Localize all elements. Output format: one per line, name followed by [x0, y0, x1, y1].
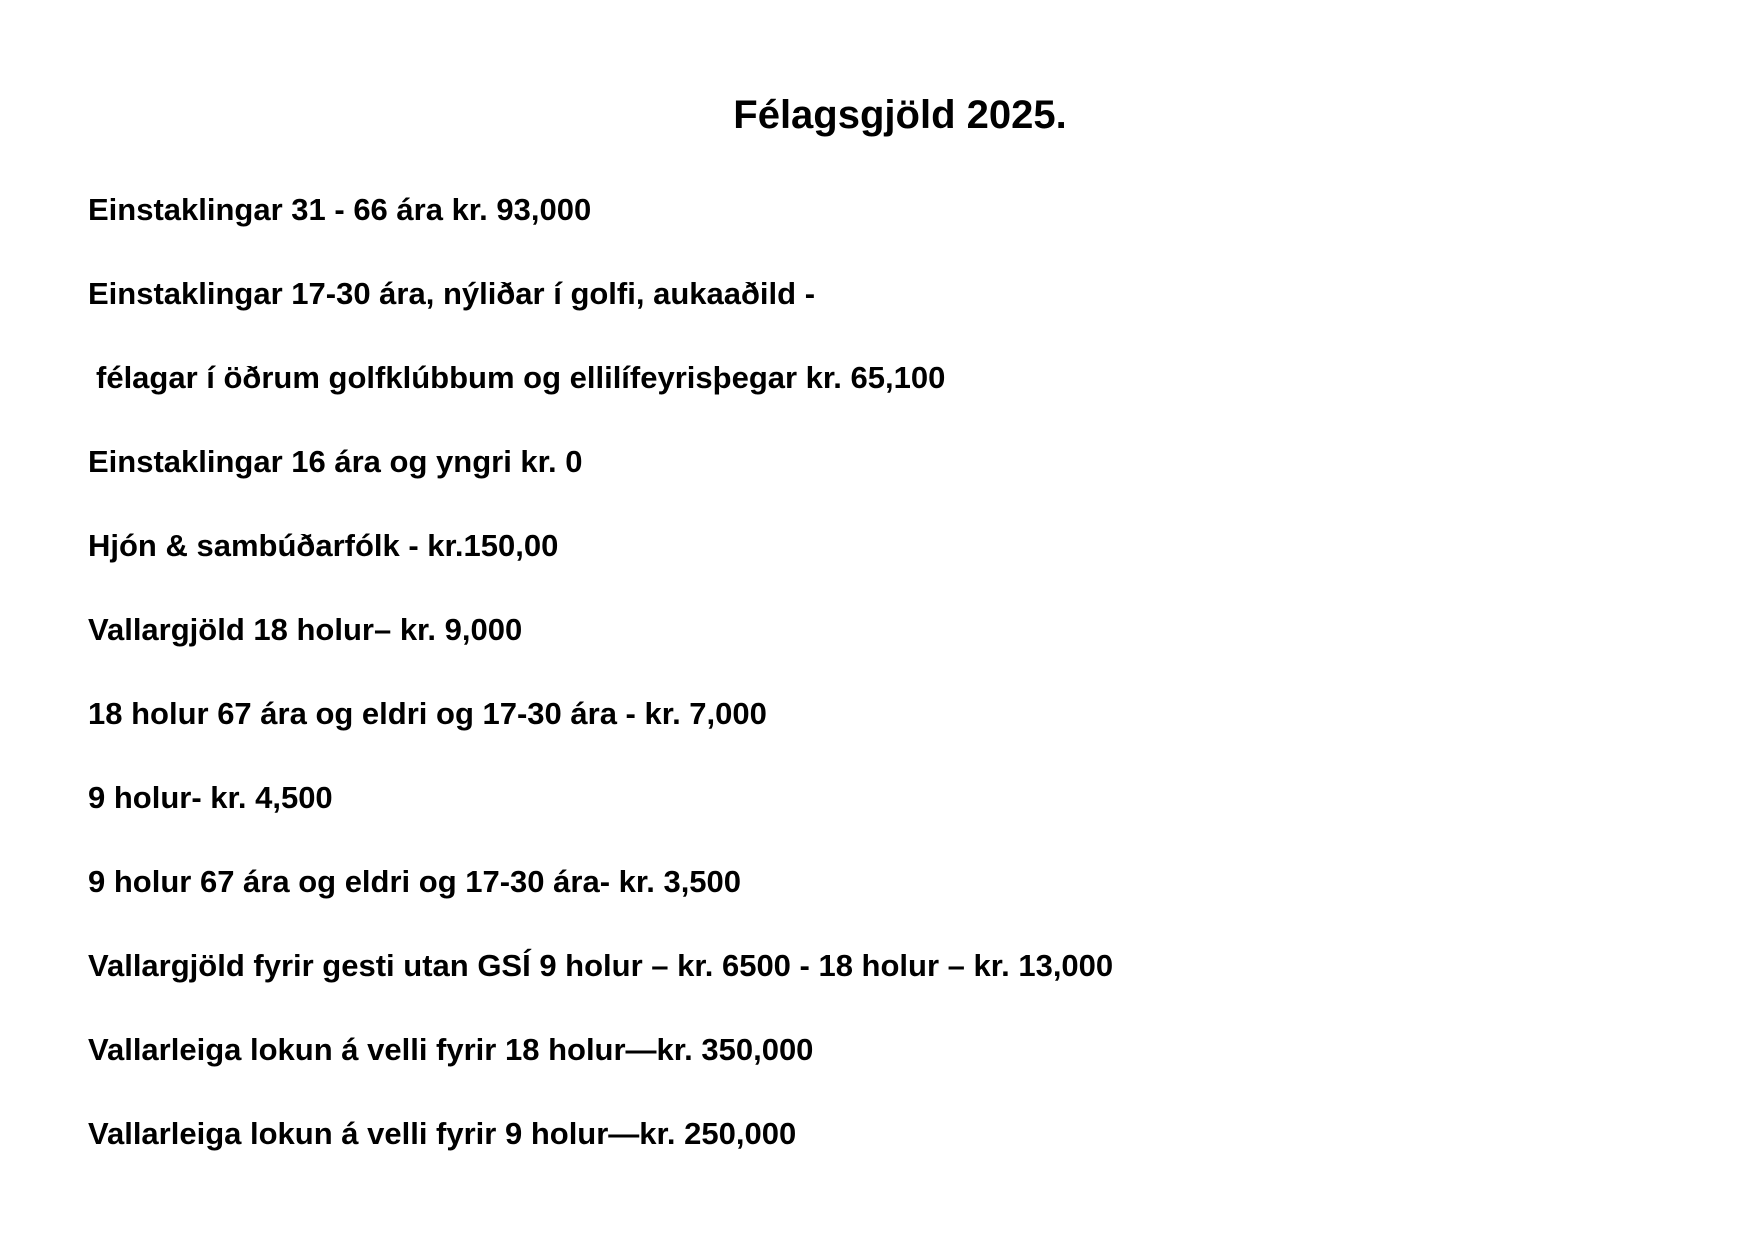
fee-line-under-16: Einstaklingar 16 ára og yngri kr. 0: [88, 444, 583, 479]
fee-line-couples: Hjón & sambúðarfólk - kr.150,00: [88, 528, 559, 563]
fee-line-course-rental-18: Vallarleiga lokun á velli fyrir 18 holur—kr. 350,000: [88, 1032, 814, 1067]
fee-line-18-holes-seniors-youth: 18 holur 67 ára og eldri og 17-30 ára - kr. 7,000: [88, 696, 767, 731]
fee-line-guests-outside-gsi: Vallargjöld fyrir gesti utan GSÍ 9 holur – kr. 6500 - 18 holur – kr. 13,000: [88, 948, 1114, 983]
fee-line-green-fee-18: Vallargjöld 18 holur– kr. 9,000: [88, 612, 523, 647]
fee-line-adults-31-66: Einstaklingar 31 - 66 ára kr. 93,000: [88, 192, 592, 227]
page-title: Félagsgjöld 2025.: [733, 93, 1067, 137]
fee-line-9-holes-seniors-youth: 9 holur 67 ára og eldri og 17-30 ára- kr. 3,500: [88, 864, 742, 899]
fee-line-adults-17-30-cont: félagar í öðrum golfklúbbum og ellilífeyrisþegar kr. 65,100: [96, 360, 946, 395]
fee-line-course-rental-9: Vallarleiga lokun á velli fyrir 9 holur—kr. 250,000: [88, 1116, 797, 1151]
fee-line-9-holes: 9 holur- kr. 4,500: [88, 780, 333, 815]
fee-line-adults-17-30: Einstaklingar 17-30 ára, nýliðar í golfi, aukaaðild -: [88, 276, 816, 311]
